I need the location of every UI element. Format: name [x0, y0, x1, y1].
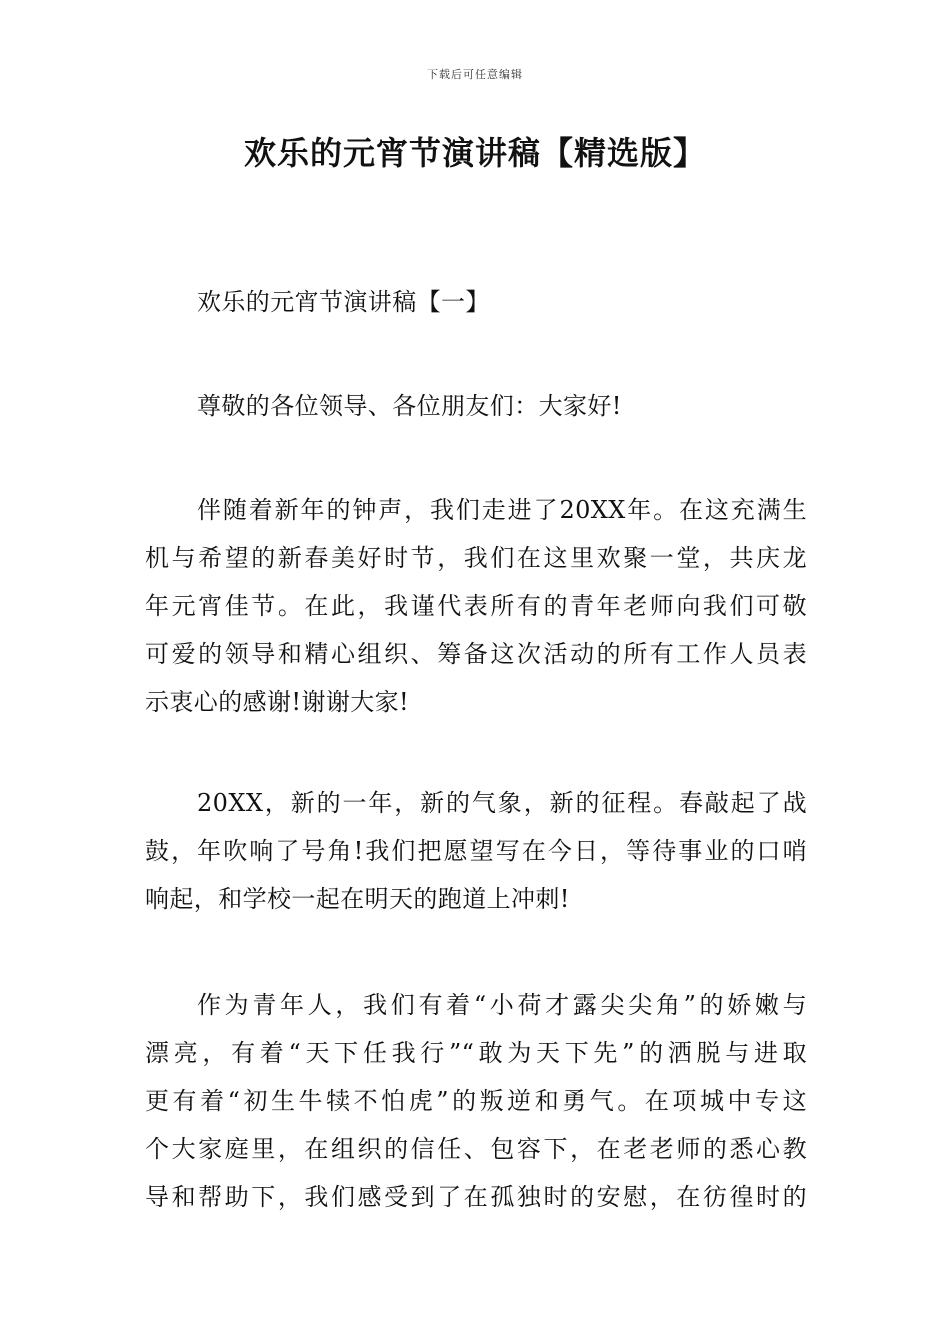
paragraph-line: 漂亮，有着“天下任我行”“敢为天下先”的洒脱与进取 [145, 1039, 807, 1067]
paragraph-line: 伴随着新年的钟声，我们走进了20XX年。在这充满生 [197, 496, 807, 524]
paragraph-2 [145, 779, 807, 923]
paragraph-line: 年元宵佳节。在此，我谨代表所有的青年老师向我们可敬 [145, 592, 807, 620]
paragraph-line: 更有着“初生牛犊不怕虎”的叛逆和勇气。在项城中专这 [145, 1087, 807, 1115]
paragraph-1 [145, 486, 807, 726]
header-note: 下载后可任意编辑 [427, 68, 523, 81]
paragraph-line: 示衷心的感谢!谢谢大家! [145, 688, 410, 716]
section-title: 欢乐的元宵节演讲稿【一】 [197, 288, 490, 316]
paragraph-line: 作为青年人，我们有着“小荷才露尖尖角”的娇嫩与 [197, 991, 807, 1019]
paragraph-line: 20XX，新的一年，新的气象，新的征程。春敲起了战 [197, 789, 807, 817]
document-title: 欢乐的元宵节演讲稿【精选版】 [243, 134, 706, 172]
paragraph-line: 可爱的领导和精心组织、筹备这次活动的所有工作人员表 [145, 640, 807, 668]
paragraph-3 [145, 981, 807, 1221]
paragraph-line: 个大家庭里，在组织的信任、包容下，在老老师的悉心教 [145, 1135, 807, 1163]
paragraph-line: 鼓，年吹响了号角!我们把愿望写在今日，等待事业的口哨 [145, 837, 807, 865]
paragraph-line: 机与希望的新春美好时节，我们在这里欢聚一堂，共庆龙 [145, 544, 807, 572]
paragraph-line: 导和帮助下，我们感受到了在孤独时的安慰，在彷徨时的 [145, 1183, 807, 1211]
greeting-line: 尊敬的各位领导、各位朋友们：大家好! [197, 392, 622, 420]
document-body [145, 278, 807, 1221]
paragraph-line: 响起，和学校一起在明天的跑道上冲刺! [145, 885, 570, 913]
